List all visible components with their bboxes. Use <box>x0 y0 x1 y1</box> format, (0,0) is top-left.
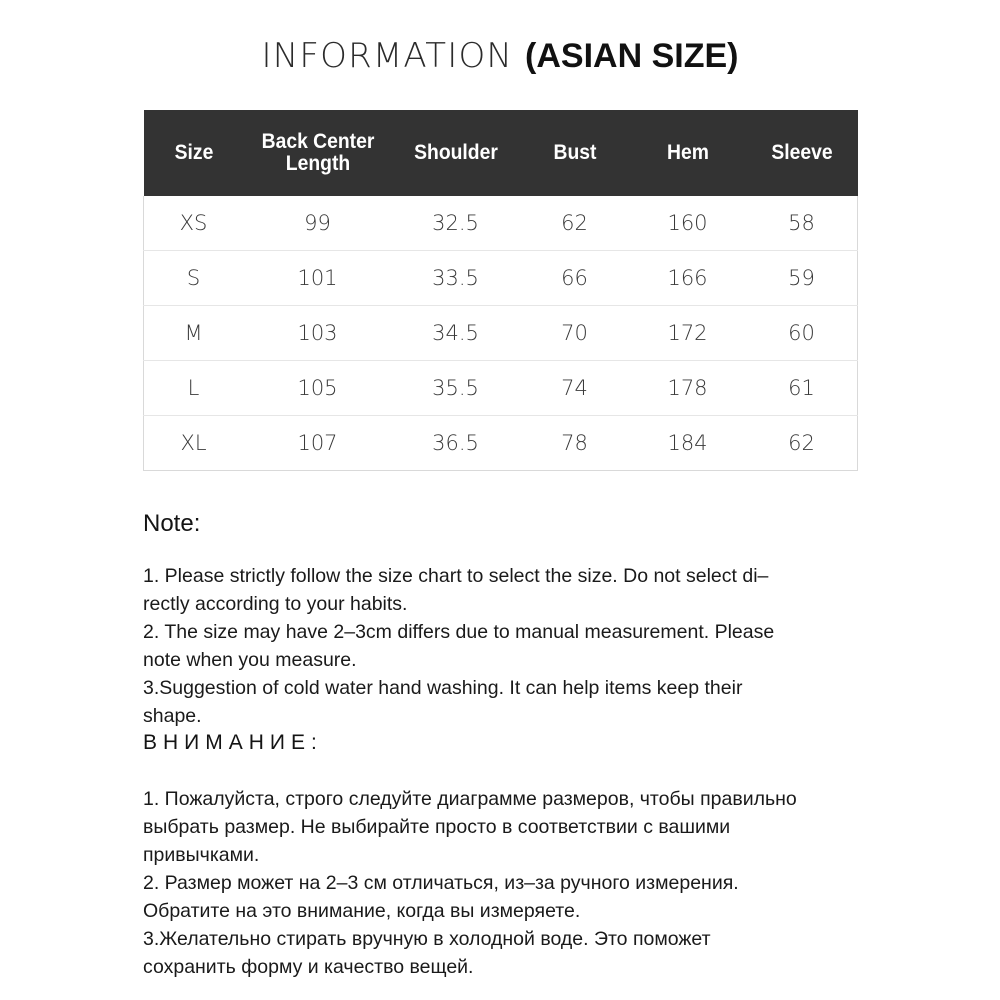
cell-size: XS <box>144 196 244 251</box>
cell-back-center-length: 99 <box>244 196 392 251</box>
cell-shoulder: 32.5 <box>392 196 520 251</box>
table-row <box>144 251 858 306</box>
note-line: shape. <box>143 705 202 727</box>
cell-shoulder: 35.5 <box>392 361 520 416</box>
column-header-shoulder <box>392 110 520 196</box>
cell-size: M <box>144 306 244 361</box>
cell-hem: 184 <box>630 416 746 471</box>
russian-note-line: выбрать размер. Не выбирайте просто в соответствии с вашими <box>143 816 731 838</box>
cell-back-center-length: 103 <box>244 306 392 361</box>
russian-note-line: 3.Желательно стирать вручную в холодной воде. Это поможет <box>143 928 711 950</box>
russian-notes-section <box>143 732 853 981</box>
note-line: note when you measure. <box>143 649 357 671</box>
table-row <box>144 416 858 471</box>
cell-sleeve: 59 <box>746 251 858 306</box>
russian-notes-body <box>143 785 853 981</box>
russian-notes-heading: ВНИМАНИЕ: <box>143 731 323 754</box>
russian-note-line: 2. Размер может на 2–3 см отличаться, из–за ручного измерения. <box>143 872 739 894</box>
table-row <box>144 306 858 361</box>
table-header-row <box>144 110 858 196</box>
notes-heading: Note: <box>143 510 201 537</box>
cell-bust: 62 <box>520 196 630 251</box>
table-row <box>144 196 858 251</box>
cell-hem: 160 <box>630 196 746 251</box>
note-line: rectly according to your habits. <box>143 593 408 615</box>
notes-body <box>143 562 843 730</box>
column-header-hem-label: Hem <box>666 141 709 165</box>
table-row <box>144 361 858 416</box>
cell-hem: 172 <box>630 306 746 361</box>
column-header-shoulder-label: Shoulder <box>413 141 498 165</box>
cell-bust: 78 <box>520 416 630 471</box>
cell-shoulder: 36.5 <box>392 416 520 471</box>
cell-size: S <box>144 251 244 306</box>
cell-sleeve: 58 <box>746 196 858 251</box>
cell-bust: 74 <box>520 361 630 416</box>
note-line: 3.Suggestion of cold water hand washing. It can help items keep their <box>143 677 743 699</box>
cell-hem: 178 <box>630 361 746 416</box>
cell-size: L <box>144 361 244 416</box>
column-header-size-label: Size <box>174 141 213 165</box>
cell-sleeve: 60 <box>746 306 858 361</box>
column-header-back-center-length <box>244 110 392 196</box>
cell-bust: 70 <box>520 306 630 361</box>
cell-size: XL <box>144 416 244 471</box>
russian-note-line: 1. Пожалуйста, строго следуйте диаграмме размеров, чтобы правильно <box>143 788 797 810</box>
cell-back-center-length: 107 <box>244 416 392 471</box>
column-header-back-center-line2: Length <box>285 152 350 175</box>
russian-note-line: привычками. <box>143 844 260 866</box>
size-chart-table <box>143 110 858 471</box>
column-header-size <box>144 110 244 196</box>
cell-sleeve: 61 <box>746 361 858 416</box>
column-header-sleeve-label: Sleeve <box>770 141 833 165</box>
cell-shoulder: 33.5 <box>392 251 520 306</box>
page-title-light: INFORMATION <box>261 36 526 76</box>
cell-hem: 166 <box>630 251 746 306</box>
notes-section <box>143 512 843 730</box>
russian-note-line: Обратите на это внимание, когда вы измеряете. <box>143 900 581 922</box>
note-line: 2. The size may have 2–3cm differs due to manual measurement. Please <box>143 621 775 643</box>
cell-sleeve: 62 <box>746 416 858 471</box>
column-header-back-center-line1: Back Center <box>261 130 374 154</box>
note-line: 1. Please strictly follow the size chart to select the size. Do not select di– <box>143 565 769 587</box>
cell-back-center-length: 105 <box>244 361 392 416</box>
russian-note-line: сохранить форму и качество вещей. <box>143 956 474 978</box>
page-title-bold: (ASIAN SIZE) <box>525 37 739 75</box>
cell-shoulder: 34.5 <box>392 306 520 361</box>
column-header-bust-label: Bust <box>553 141 596 165</box>
column-header-bust <box>520 110 630 196</box>
column-header-hem <box>630 110 746 196</box>
cell-bust: 66 <box>520 251 630 306</box>
page-title <box>0 36 1000 76</box>
column-header-sleeve <box>746 110 858 196</box>
cell-back-center-length: 101 <box>244 251 392 306</box>
